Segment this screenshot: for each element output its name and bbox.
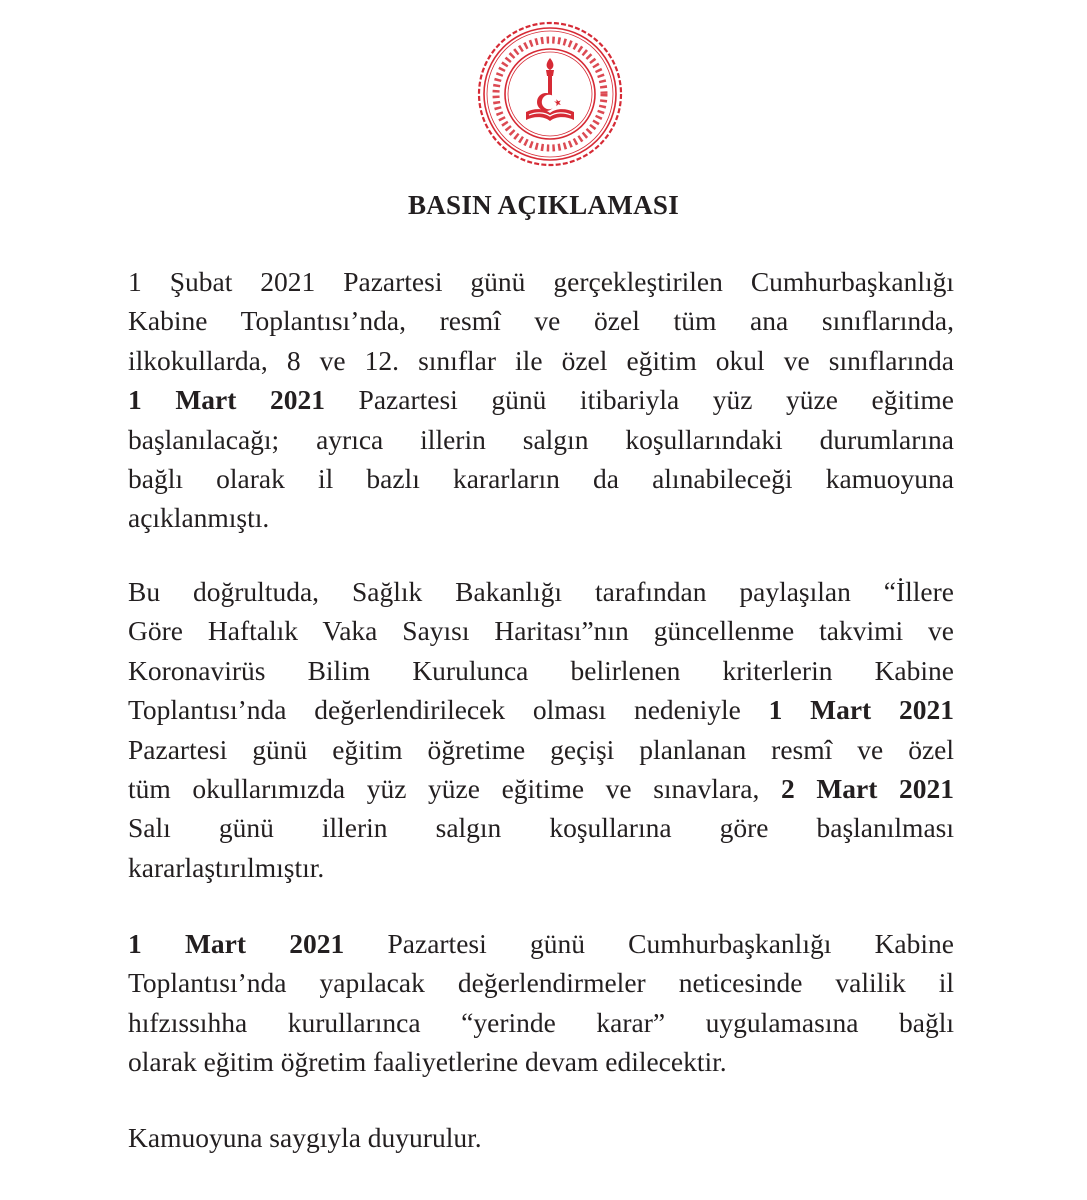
- paragraph-line: Kabine Toplantısı’nda, resmî ve özel tüm ana sınıflarında,: [128, 305, 954, 337]
- paragraph-line: başlanılacağı; ayrıca illerin salgın koşullarındaki durumlarına: [128, 423, 954, 455]
- paragraph-line: Salı günü illerin salgın koşullarına göre başlanılması: [128, 812, 954, 844]
- page-title: BASIN AÇIKLAMASI: [407, 190, 680, 220]
- paragraph-line: 1 Şubat 2021 Pazartesi günü gerçekleştirilen Cumhurbaşkanlığı: [128, 266, 954, 297]
- paragraph-3: [128, 924, 954, 1082]
- bold-date: 1 Mart 2021: [128, 384, 325, 416]
- paragraph-line: [128, 380, 954, 419]
- text-run: tüm okullarımızda yüz yüze eğitime ve sınavlara,: [128, 772, 781, 804]
- paragraph-line: bağlı olarak il bazlı kararların da alınabileceği kamuoyuna: [128, 462, 954, 494]
- paragraph-line: ilkokullarda, 8 ve 12. sınıflar ile özel eğitim okul ve sınıflarında: [128, 344, 954, 376]
- paragraph-line: Bu doğrultuda, Sağlık Bakanlığı tarafından paylaşılan “İllere: [128, 576, 954, 607]
- paragraph-line: Göre Haftalık Vaka Sayısı Haritası”nın güncellenme takvimi ve: [128, 615, 954, 647]
- paragraph-line: olarak eğitim öğretim faaliyetlerine devam edilecektir.: [128, 1046, 727, 1078]
- closing-line: [128, 1118, 954, 1157]
- text-run: Pazartesi günü Cumhurbaşkanlığı Kabine: [344, 928, 954, 959]
- paragraph-1: [128, 262, 954, 538]
- paragraph-line: [128, 924, 954, 963]
- paragraph-line: Pazartesi günü eğitim öğretime geçişi planlanan resmî ve özel: [128, 733, 954, 765]
- paragraph-line: hıfzıssıhha kurullarınca “yerinde karar” uygulamasına bağlı: [128, 1006, 954, 1038]
- text-run: Pazartesi günü itibariyla yüz yüze eğitime: [324, 384, 954, 416]
- bold-date: 1 Mart 2021: [768, 694, 954, 726]
- paragraph-2: [128, 572, 954, 887]
- paragraph-line: kararlaştırılmıştır.: [128, 851, 325, 883]
- paragraph-line: [128, 769, 954, 808]
- paragraph-line: Koronavirüs Bilim Kurulunca belirlenen kriterlerin Kabine: [128, 654, 954, 686]
- paragraph-line: Toplantısı’nda yapılacak değerlendirmeler neticesinde valilik il: [128, 967, 954, 999]
- text-run: Toplantısı’nda değerlendirilecek olması nedeniyle: [128, 694, 769, 726]
- bold-date: 1 Mart 2021: [128, 928, 345, 959]
- paragraph-line: açıklanmıştı.: [128, 502, 270, 534]
- bold-date: 2 Mart 2021: [780, 772, 954, 804]
- ministry-seal-logo: [476, 20, 624, 168]
- paragraph-line: Kamuoyuna saygıyla duyurulur.: [128, 1122, 482, 1153]
- paragraph-line: [128, 690, 954, 729]
